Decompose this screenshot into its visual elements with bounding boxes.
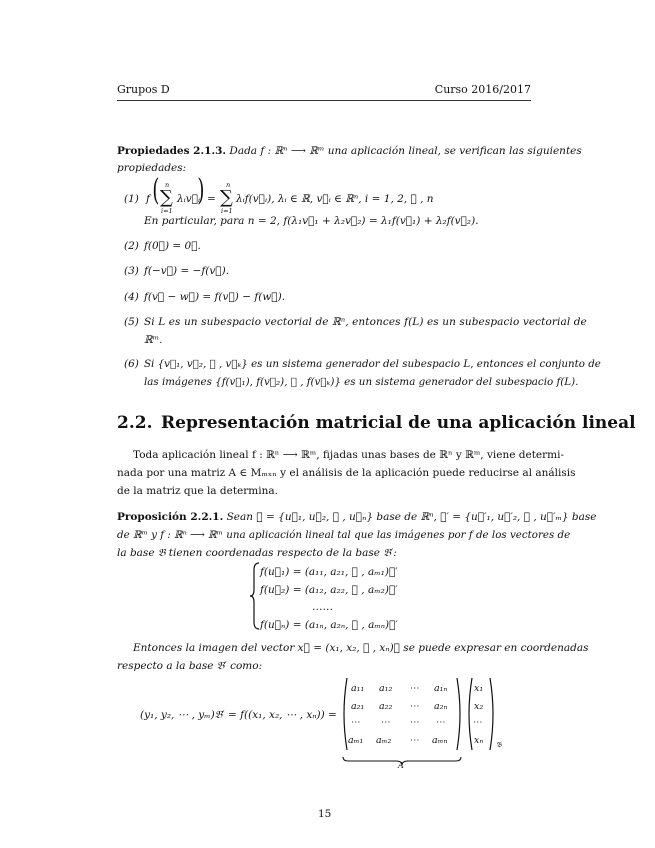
header-right: Curso 2016/2017 (434, 83, 531, 96)
item5-line1: Si L es un subespacio vectorial de ℝⁿ, entonces f(L) es un subespacio vectorial de (144, 316, 587, 328)
item5-number: (5) (124, 316, 139, 328)
matrix-cell: ⋯ (410, 735, 420, 746)
matrix-underbrace (342, 751, 462, 761)
item4-number: (4) (124, 291, 139, 303)
item1-sum-symbol: ∑ (160, 187, 173, 208)
header-rule (117, 100, 531, 101)
para-line2: nada por una matriz A ∈ Mₘₓₙ y el análisis de la aplicación puede reducirse al análisis (117, 467, 576, 479)
matrix-cell: a₁₁ (351, 683, 365, 694)
item3-number: (3) (124, 265, 139, 277)
matrix-cell: a₁ₙ (434, 683, 448, 694)
matrix-cell: aₘ₁ (348, 735, 364, 746)
item1-particular: En particular, para n = 2, f(λ₁v⃗₁ + λ₂v⃗₂) = λ₁f(v⃗₁) + λ₂f(v⃗₂). (144, 215, 479, 227)
item1-rhs: λᵢf(v⃗ᵢ), λᵢ ∈ ℝ, v⃗ᵢ ∈ ℝⁿ, i = 1, 2, ⋯ , n (236, 193, 434, 205)
vector-cell: xₙ (474, 735, 484, 746)
system-row4: f(u⃗ₙ) = (a₁ₙ, a₂ₙ, ⋯ , aₘₙ)𝔅′ (260, 619, 398, 631)
prop221-line2: de ℝᵐ y f : ℝⁿ ⟶ ℝᵐ una aplicación lineal tal que las imágenes por f de los vectores de (117, 529, 571, 541)
eq-lhs: (y₁, y₂, ⋯ , yₘ)𝔅′ = f((x₁, x₂, ⋯ , xₙ)) = (140, 709, 337, 721)
system-row2: f(u⃗₂) = (a₁₂, a₂₂, ⋯ , aₘ₂)𝔅′ (260, 584, 398, 596)
page-number: 15 (318, 808, 332, 820)
vector-cell: x₁ (474, 683, 484, 694)
item3-text: f(−v⃗) = −f(v⃗). (144, 265, 230, 277)
para-line1: Toda aplicación lineal f : ℝⁿ ⟶ ℝᵐ, fijadas unas bases de ℝⁿ y ℝᵐ, viene determi- (133, 449, 565, 461)
matrix-cell: a₂₁ (351, 701, 365, 712)
vector-cell: x₂ (474, 701, 484, 712)
matrix-cell: ⋯ (381, 717, 391, 728)
matrix-cell: ⋯ (410, 683, 420, 694)
prop221-line1 (117, 511, 597, 523)
matrix-cell: ⋯ (351, 717, 361, 728)
item1-sum-top: n (165, 181, 170, 189)
matrix-cell: aₘₙ (432, 735, 448, 746)
item2-number: (2) (124, 240, 139, 252)
item1-sum2-bottom: i=1 (221, 207, 233, 215)
prop221-after2: respecto a la base 𝔅′ como: (117, 660, 263, 672)
vector-cell: ⋯ (473, 717, 483, 728)
item1-number: (1) (124, 193, 139, 205)
matrix-cell: a₂ₙ (434, 701, 448, 712)
matrix-cell: ⋯ (436, 717, 446, 728)
item1-term: λᵢv⃗ᵢ (177, 193, 201, 205)
item4-text: f(v⃗ − w⃗) = f(v⃗) − f(w⃗). (144, 291, 286, 303)
item6-line2: las imágenes {f(v⃗₁), f(v⃗₂), ⋯ , f(v⃗ₖ)} es un sistema generador del subespacio f(L). (144, 376, 579, 388)
matrix-cell: ⋯ (410, 717, 420, 728)
matrix-cell: a₁₂ (379, 683, 393, 694)
matrix-cell: ⋯ (410, 701, 420, 712)
matrix-cell: aₘ₂ (376, 735, 392, 746)
item1-paren-left: ( (152, 173, 160, 208)
prop213-intro (117, 145, 582, 157)
item1-equals: = (207, 193, 216, 205)
section-title: Representación matricial de una aplicación lineal (161, 413, 636, 433)
item1-sum2-top: n (226, 181, 231, 189)
prop221-line1-text: Sean 𝔅 = {u⃗₁, u⃗₂, ⋯ , u⃗ₙ} base de ℝⁿ, 𝔅′ = {u⃗′₁, u⃗′₂, ⋯ , u⃗′ₘ} base (226, 511, 597, 523)
section-number: 2.2. (117, 413, 153, 433)
prop221-line3: la base 𝔅 tienen coordenadas respecto de la base 𝔅′: (117, 547, 397, 559)
item5-line2: ℝᵐ. (144, 334, 163, 346)
item1-paren-right: ) (197, 173, 205, 208)
system-row1: f(u⃗₁) = (a₁₁, a₂₁, ⋯ , aₘ₁)𝔅′ (260, 566, 398, 578)
para-line3: de la matriz que la determina. (117, 485, 278, 497)
matrix-label: A (398, 761, 404, 770)
header-left: Grupos D (117, 83, 170, 96)
prop221-label: Proposición 2.2.1. (117, 511, 224, 523)
item1-sum2-symbol: ∑ (220, 187, 233, 208)
prop213-label: Propiedades 2.1.3. (117, 145, 227, 157)
system-row3: …… (312, 601, 333, 613)
prop213-intro-line2: propiedades: (117, 162, 187, 174)
vector-basis-sub: 𝔅 (497, 741, 503, 749)
item1-sum-bottom: i=1 (161, 207, 173, 215)
item6-line1: Si {v⃗₁, v⃗₂, ⋯ , v⃗ₖ} es un sistema generador del subespacio L, entonces el conjunto de (144, 358, 601, 370)
item1-f: f (146, 193, 150, 205)
item6-number: (6) (124, 358, 139, 370)
matrix-cell: a₂₂ (379, 701, 393, 712)
prop221-after1: Entonces la imagen del vector x⃗ = (x₁, x₂, ⋯ , xₙ)𝔅 se puede expresar en coordenadas (133, 642, 589, 654)
item2-text: f(0⃗) = 0⃗. (144, 240, 201, 252)
prop213-intro-line1: Dada f : ℝⁿ ⟶ ℝᵐ una aplicación lineal, se verifican las siguientes (229, 145, 582, 157)
